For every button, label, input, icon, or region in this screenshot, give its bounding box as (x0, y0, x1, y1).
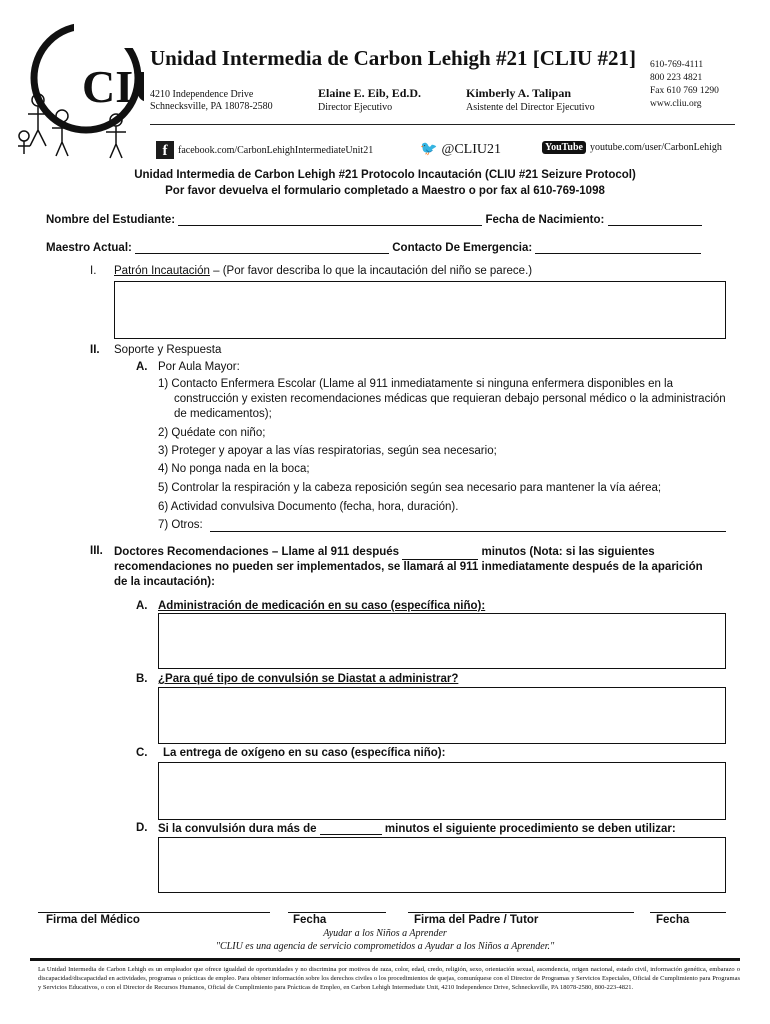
section-1-number: I. (90, 265, 97, 277)
section-3d-letter: D. (136, 822, 148, 834)
dob-field[interactable] (608, 225, 702, 226)
list-item: 4) No ponga nada en la boca; (158, 463, 310, 475)
phone-toll-free: 800 223 4821 (650, 73, 703, 83)
website: www.cliu.org (650, 99, 702, 109)
list-item: 7) Otros: (158, 519, 203, 531)
mission-statement: "CLIU es una agencia de servicio comprometidos a Ayudar a los Niños a Aprender." (215, 941, 555, 952)
emergency-contact-label: Contacto De Emergencia: (392, 242, 533, 254)
list-item: 1) Contacto Enfermera Escolar (Llame al 911 inmediatamente si ninguna enfermera disponibles en la construcción y existen recomendaciones médicas que requieran debajo personal médico o la administración de medicamentos); (158, 378, 726, 420)
section-3c-letter: C. (136, 747, 148, 759)
address (150, 89, 273, 113)
oxygen-box[interactable] (158, 762, 726, 820)
executive-director (318, 87, 421, 114)
section-3-number: III. (90, 545, 103, 557)
tagline: Ayudar a los Niños a Aprender (323, 928, 447, 939)
seizure-minutes-field[interactable] (320, 822, 382, 835)
dob-label: Fecha de Nacimiento: (485, 214, 605, 226)
seizure-pattern-box[interactable] (114, 281, 726, 339)
twitter-bird-icon: 🐦 (420, 142, 438, 157)
doctor-recommendations-text: Doctores Recomendaciones – Llame al 911 después (114, 546, 400, 558)
diastat-label: ¿Para qué tipo de convulsión se Diastat a administrar? (158, 673, 459, 685)
other-field[interactable] (210, 518, 726, 532)
address-line-1: 4210 Independence Drive (150, 89, 254, 100)
list-item: 2) Quédate con niño; (158, 427, 266, 439)
student-name-label: Nombre del Estudiante: (46, 214, 176, 226)
section-2-number: II. (90, 344, 100, 356)
teacher-label: Maestro Actual: (46, 242, 132, 254)
youtube-url: youtube.com/user/CarbonLehigh (590, 142, 722, 153)
cliu-logo (14, 20, 144, 162)
physician-signature-label: Firma del Médico (46, 914, 140, 926)
physician-date-label: Fecha (293, 914, 327, 926)
facebook-url: facebook.com/CarbonLehighIntermediateUnit21 (178, 144, 374, 156)
oxygen-label: La entrega de oxígeno en su caso (específica niño): (163, 747, 446, 759)
list-item: 5) Controlar la respiración y la cabeza reposición según sea necesario para mantener la vía aérea; (158, 482, 662, 494)
section-2-title: Soporte y Respuesta (114, 344, 222, 356)
student-name-field[interactable] (178, 225, 482, 226)
header-divider (150, 124, 735, 125)
procedure-box[interactable] (158, 837, 726, 893)
youtube-link[interactable] (542, 141, 722, 154)
footer-divider (30, 958, 740, 961)
diastat-box[interactable] (158, 687, 726, 744)
address-line-2: Schnecksville, PA 18078-2580 (150, 101, 273, 112)
form-heading: Unidad Intermedia de Carbon Lehigh #21 Protocolo Incautación (CLIU #21 Seizure Protocol) (134, 169, 636, 181)
teacher-field[interactable] (135, 253, 389, 254)
nondiscrimination-notice: La Unidad Intermedia de Carbon Lehigh es un empleador que ofrece igualdad de oportunidades y no discrimina por motivos de raza, color, edad, credo, religión, sexo, orientación sexual, ascendencia, origen nacional, estado civil, información genética, embarazo o discapacidad/discapacidad en actividades, programas o prácticas de empleo. Para obtener información sobre los derechos civiles o los procedimientos de quejas, comuníquese con el Director de Programas y Servicios Especiales, Oficial de Cumplimiento para Programas y Servicios Educativos, o con el Director de Recursos Humanos, Oficial de Cumplimiento para Prácticas de Empleo, en Carbon Lehigh Intermediate Unit, 4210 Independence Drive, Schnecksville, PA 18078-2580, 800-223-4821. (38, 966, 740, 991)
organization-title: Unidad Intermedia de Carbon Lehigh #21 [CLIU #21] (150, 46, 636, 70)
section-3a-letter: A. (136, 600, 148, 612)
seizure-duration-text: Si la convulsión dura más de (158, 823, 317, 835)
person-role: Asistente del Director Ejecutivo (466, 102, 595, 113)
facebook-link[interactable] (156, 141, 373, 159)
person-name: Elaine E. Eib, Ed.D. (318, 86, 422, 100)
physician-signature-line[interactable] (38, 912, 270, 913)
procedure-text: minutos el siguiente procedimiento se deben utilizar: (384, 823, 676, 835)
physician-date-line[interactable] (288, 912, 386, 913)
teacher-row (46, 242, 701, 254)
seizure-duration-row (158, 822, 676, 835)
twitter-link[interactable] (420, 141, 501, 158)
person-name: Kimberly A. Talipan (466, 86, 572, 100)
section-2a-letter: A. (136, 361, 148, 373)
twitter-handle: @CLIU21 (441, 141, 501, 157)
youtube-icon: YouTube (542, 141, 586, 154)
emergency-contact-field[interactable] (535, 253, 701, 254)
parent-signature-line[interactable] (408, 912, 634, 913)
phone-main: 610-769-4111 (650, 60, 704, 70)
parent-signature-label: Firma del Padre / Tutor (414, 914, 539, 926)
doctor-recommendations-note: minutos (Nota: si las siguientes recomendaciones no pueden ser implementados, se llamará al 911 inmediatamente después de la aparición de la incautación): (114, 546, 703, 588)
logo-text: CI (82, 61, 134, 112)
section-2a-title: Por Aula Mayor: (158, 361, 240, 373)
parent-date-line[interactable] (650, 912, 726, 913)
section-1-title (114, 265, 532, 277)
facebook-icon: f (156, 141, 174, 159)
list-item: 6) Actividad convulsiva Documento (fecha, hora, duración). (158, 501, 459, 513)
call-911-minutes-field[interactable] (402, 547, 478, 560)
list-item: 3) Proteger y apoyar a las vías respiratorias, según sea necesario; (158, 445, 497, 457)
parent-date-label: Fecha (656, 914, 690, 926)
medication-box[interactable] (158, 613, 726, 669)
seizure-pattern-label: Patrón Incautación (114, 265, 210, 277)
fax-number: Fax 610 769 1290 (650, 86, 719, 96)
seizure-pattern-note: – (Por favor describa lo que la incautación del niño se parece.) (209, 265, 533, 277)
section-3b-letter: B. (136, 673, 148, 685)
medication-label: Administración de medicación en su caso (específica niño): (158, 600, 486, 612)
student-name-row (46, 214, 702, 226)
assistant-director (466, 87, 595, 114)
section-3-text (114, 545, 714, 590)
contact-info (650, 59, 719, 111)
person-role: Director Ejecutivo (318, 102, 393, 113)
form-subheading: Por favor devuelva el formulario completado a Maestro o por fax al 610-769-1098 (165, 185, 605, 197)
